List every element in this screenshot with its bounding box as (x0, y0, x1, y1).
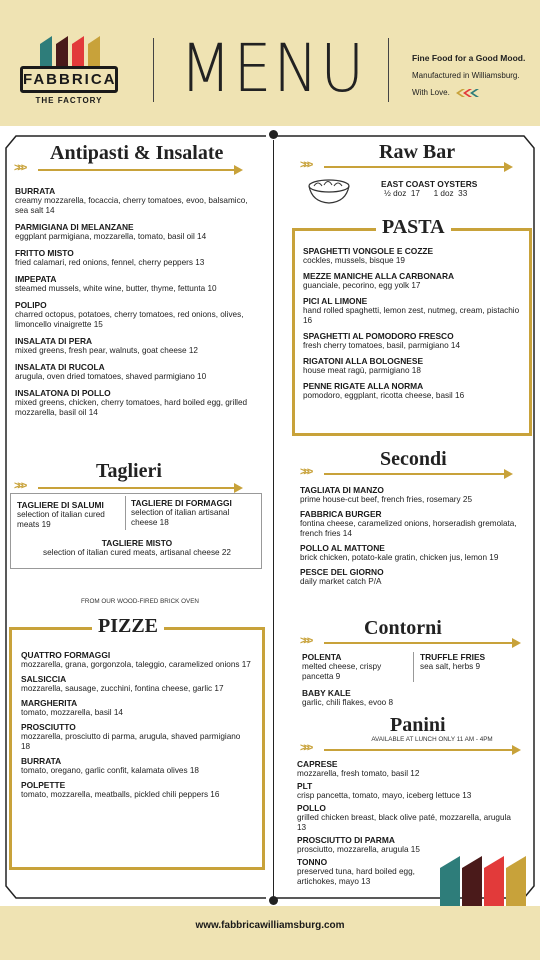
rawbar-title: Raw Bar (379, 141, 456, 163)
antipasti-title: Antipasti & Insalate (50, 142, 224, 164)
menu-item: POLLO AL MATTONE brick chicken, potato-kale gratin, chicken jus, lemon 19 (300, 543, 499, 562)
taglieri-inner-divider (125, 496, 126, 530)
menu-item: POLLO grilled chicken breast, black olive paté, mozzarella, arugula 13 (297, 803, 511, 832)
menu-item: INSALATA DI PERA mixed greens, fresh pear, walnuts, goat cheese 12 (15, 336, 198, 355)
logo-flags-icon (38, 36, 108, 68)
taglieri-divider: >>> (14, 480, 244, 496)
menu-item: TAGLIATA DI MANZO prime house-cut beef, french fries, rosemary 25 (300, 485, 473, 504)
contorni-inner-divider (413, 652, 414, 682)
menu-item: TONNO preserved tuna, hard boiled egg, artichokes, mayo 13 (297, 857, 415, 886)
menu-item: POLIPO charred octopus, potatoes, cherry tomatoes, red onions, olives, limoncello vinaigrette 15 (15, 300, 244, 329)
oven-note: FROM OUR WOOD-FIRED BRICK OVEN (81, 598, 199, 605)
header-divider-left (153, 38, 154, 102)
menu-item: FRITTO MISTO fried calamari, red onions, fennel, cherry peppers 13 (15, 248, 205, 267)
menu-item: PESCE DEL GIORNO daily market catch P/A (300, 567, 384, 586)
menu-item: INSALATA DI RUCOLA arugula, oven dried tomatoes, shaved parmigiano 10 (15, 362, 207, 381)
menu-item: INSALATONA DI POLLO mixed greens, chicken, cherry tomatoes, hard boiled egg, grilled mozzarella, basil oil 14 (15, 388, 248, 417)
secondi-title: Secondi (380, 448, 447, 470)
taglieri-title: Taglieri (92, 460, 166, 483)
menu-item: POLPETTE tomato, mozzarella, meatballs, pickled chili peppers 16 (21, 780, 220, 799)
contorni-title: Contorni (360, 617, 446, 640)
menu-item: PICI AL LIMONE hand rolled spaghetti, lemon zest, nutmeg, cream, pistachio 16 (303, 296, 520, 325)
menu-item: SPAGHETTI VONGOLE E COZZE cockles, mussels, bisque 19 (303, 246, 434, 265)
oyster-bowl-icon (306, 176, 352, 206)
menu-item: SALSICCIA mozzarella, sausage, zucchini, fontina cheese, garlic 17 (21, 674, 224, 693)
pizze-title: PIZZE (92, 615, 164, 638)
menu-item: PARMIGIANA DI MELANZANE eggplant parmigiana, mozzarella, tomato, basil oil 14 (15, 222, 207, 241)
panini-divider: >>> (300, 743, 522, 757)
menu-item: PENNE RIGATE ALLA NORMA pomodoro, eggplant, ricotta cheese, basil 16 (303, 381, 465, 400)
menu-item: PROSCIUTTO DI PARMA prosciutto, mozzarella, arugula 15 (297, 835, 420, 854)
menu-item: CAPRESE mozzarella, fresh tomato, basil 12 (297, 759, 420, 778)
contorni-baby-kale: BABY KALE garlic, chili flakes, evoo 8 (302, 688, 394, 707)
tagliere-formaggi: TAGLIERE DI FORMAGGI selection of italian artisanal cheese 18 (131, 498, 232, 527)
menu-item: QUATTRO FORMAGGI mozzarella, grana, gorgonzola, taleggio, caramelized onions 17 (21, 650, 251, 669)
menu-item: RIGATONI ALLA BOLOGNESE house meat ragù, parmigiano 18 (303, 356, 424, 375)
tagline (412, 50, 540, 101)
tagline-line-1: Fine Food for a Good Mood. (412, 53, 526, 63)
menu-item: BURRATA creamy mozzarella, focaccia, cherry tomatoes, evoo, balsamico, sea salt 14 (15, 186, 248, 215)
secondi-list (300, 485, 522, 587)
rawbar-item: EAST COAST OYSTERS ½ doz 17 1 doz 33 (381, 179, 478, 198)
menu-item: MEZZE MANICHE ALLA CARBONARA guanciale, pecorino, egg yolk 17 (303, 271, 455, 290)
decorative-flags-icon (438, 856, 528, 906)
rawbar-divider: >>> (300, 160, 514, 174)
pizze-list (21, 650, 251, 800)
website-link[interactable]: www.fabbricawilliamsburg.com (195, 920, 345, 931)
contorni-truffle-fries: TRUFFLE FRIES sea salt, herbs 9 (420, 652, 486, 671)
panini-note: AVAILABLE AT LUNCH ONLY 11 AM - 4PM (371, 736, 493, 743)
tagline-line-3: With Love. (412, 88, 450, 97)
logo[interactable]: FABBRICA (20, 66, 118, 93)
tagliere-salumi: TAGLIERE DI SALUMI selection of italian cured meats 19 (17, 500, 105, 529)
page-title: MENU (179, 30, 367, 108)
header-divider-right (388, 38, 389, 102)
antipasti-divider: >>> (14, 162, 244, 178)
logo-subtitle: THE FACTORY (35, 96, 103, 105)
antipasti-list (15, 186, 260, 418)
menu-item: SPAGHETTI AL POMODORO FRESCO fresh cherry tomatoes, basil, parmigiano 14 (303, 331, 461, 350)
contorni-polenta: POLENTA melted cheese, crispy pancetta 9 (302, 652, 382, 681)
pasta-list (303, 246, 525, 401)
panini-title: Panini (390, 714, 446, 736)
menu-item: MARGHERITA tomato, mozzarella, basil 14 (21, 698, 123, 717)
menu-item: IMPEPATA steamed mussels, white wine, butter, thyme, fettunta 10 (15, 274, 217, 293)
menu-item: PROSCIUTTO mozzarella, prosciutto di parma, arugula, shaved parmigiano 18 (21, 722, 241, 751)
chevrons-icon (456, 89, 486, 97)
menu-item: FABBRICA BURGER fontina cheese, caramelized onions, horseradish gremolata, french fries 14 (300, 509, 517, 538)
tagline-line-2: Manufactured in Williamsburg. (412, 71, 520, 80)
pasta-title: PASTA (376, 216, 451, 239)
tagliere-misto: TAGLIERE MISTO selection of italian cured meats, artisanal cheese 22 (43, 538, 231, 557)
menu-item: PLT crisp pancetta, tomato, mayo, iceberg lettuce 13 (297, 781, 472, 800)
secondi-divider: >>> (300, 467, 514, 481)
contorni-divider: >>> (300, 636, 522, 650)
menu-item: BURRATA tomato, oregano, garlic confit, kalamata olives 18 (21, 756, 199, 775)
